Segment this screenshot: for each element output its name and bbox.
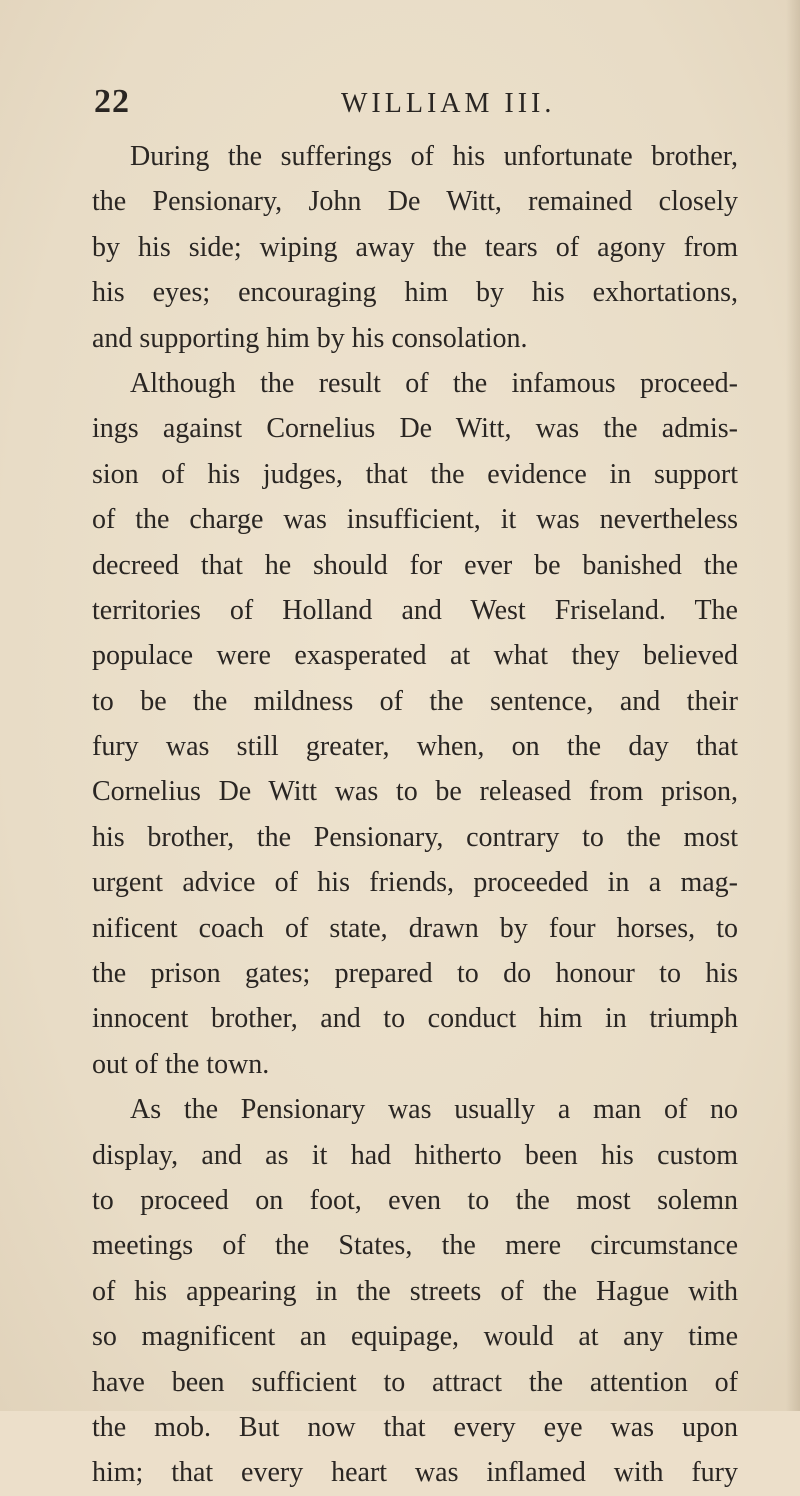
text-line: of his appearing in the streets of the Hague with	[92, 1275, 738, 1307]
text-line: out of the town.	[92, 1048, 270, 1080]
page-header	[94, 82, 714, 126]
text-line: his eyes; encouraging him by his exhortations,	[92, 277, 738, 309]
text-line: to proceed on foot, even to the most solemn	[92, 1184, 738, 1216]
text-line: meetings of the States, the mere circumstance	[92, 1230, 738, 1262]
text-line: sion of his judges, that the evidence in support	[92, 458, 738, 490]
text-line: fury was still greater, when, on the day that	[92, 731, 738, 763]
text-line: and supporting him by his consolation.	[92, 322, 528, 354]
text-line: have been sufficient to attract the attention of	[92, 1366, 738, 1398]
text-line: Cornelius De Witt was to be released from prison,	[92, 776, 738, 808]
text-line: nificent coach of state, drawn by four horses, to	[92, 912, 738, 944]
text-line: the prison gates; prepared to do honour to his	[92, 958, 738, 990]
text-line: As the Pensionary was usually a man of no	[130, 1094, 738, 1126]
text-line: so magnificent an equipage, would at any time	[92, 1321, 738, 1353]
text-line: decreed that he should for ever be banished the	[92, 549, 738, 581]
text-line: him; that every heart was inflamed with fury	[92, 1457, 738, 1489]
text-line: the Pensionary, John De Witt, remained closely	[92, 186, 738, 218]
text-line: innocent brother, and to conduct him in triumph	[92, 1003, 738, 1035]
text-line: of the charge was insufficient, it was nevertheless	[92, 504, 738, 536]
text-line: the mob. But now that every eye was upon	[92, 1411, 738, 1443]
text-line: by his side; wiping away the tears of agony from	[92, 231, 738, 263]
page-edge-shadow	[786, 0, 800, 1411]
text-line: territories of Holland and West Friseland. The	[92, 594, 738, 626]
text-line: populace were exasperated at what they believed	[92, 640, 738, 672]
text-line: display, and as it had hitherto been his custom	[92, 1139, 738, 1171]
page-number: 22	[94, 83, 130, 120]
text-line: During the sufferings of his unfortunate brother,	[130, 141, 738, 172]
text-line: ings against Cornelius De Witt, was the admis-	[92, 413, 738, 445]
text-line: his brother, the Pensionary, contrary to the most	[92, 821, 738, 853]
text-line: urgent advice of his friends, proceeded in a mag-	[92, 867, 738, 899]
body-text	[92, 134, 738, 1496]
text-line: to be the mildness of the sentence, and their	[92, 685, 738, 717]
running-head: WILLIAM III.	[341, 88, 556, 119]
text-line: Although the result of the infamous proceed-	[130, 367, 738, 399]
